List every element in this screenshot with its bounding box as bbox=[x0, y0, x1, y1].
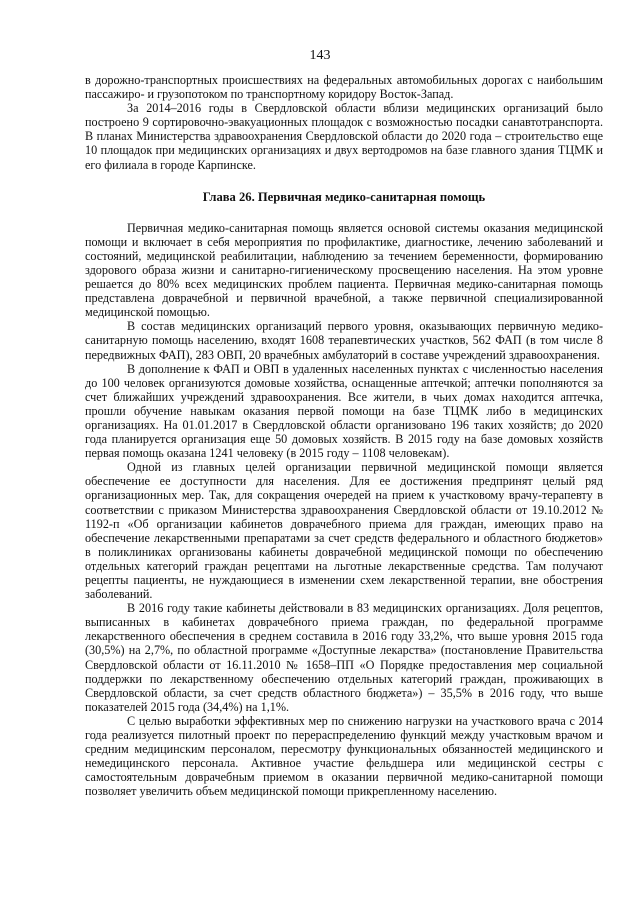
paragraph-accessibility-measures: Одной из главных целей организации первичной медицинской помощи является обеспечение ее доступности для населения. Для ее достижения предпринят целый ряд организационных мер. Так, для сокращения очередей на прием к участковому врачу-терапевту в соответствии с приказом Министерства здравоохранения Свердловской области от 19.10.2012 № 1192-п «Об организации кабинетов доврачебного приема для граждан, имеющих право на обеспечение лекарственными препаратами за счет средств федерального и областного бюджетов» в поликлиниках организованы кабинеты доврачебной медицинской помощи по обеспечению отдельных категорий граждан рецептами на льготные лекарственные средства. Там получают рецепты пациенты, не нуждающиеся в изменении схем лекарственной терапии, вне обострения заболеваний. bbox=[85, 460, 603, 602]
chapter-heading: Глава 26. Первичная медико-санитарная помощь bbox=[202, 189, 486, 204]
paragraph-primary-care-definition: Первичная медико-санитарная помощь является основой системы оказания медицинской помощи и включает в себя мероприятия по профилактике, диагностике, лечению заболеваний и состояний, медицинской реабилитации, наблюдению за течением беременности, формированию здорового образа жизни и санитарно-гигиеническому просвещению населения. На этом уровне решается до 80% всех медицинских проблем пациента. Первичная медико-санитарная помощь представлена доврачебной и первичной врачебной, а также первичной специализированной медицинской помощью. bbox=[85, 220, 603, 320]
paragraph-continued: в дорожно-транспортных происшествиях на федеральных автомобильных дорогах с наибольшим пассажиро- и грузопотоком по транспортному коридору Восток-Запад. bbox=[85, 73, 603, 102]
paragraph-evacuation-sites: За 2014–2016 годы в Свердловской области вблизи медицинских организаций было построено 9 сортировочно-эвакуационных площадок с возможностью посадки санавтотранспорта. В планах Министерства здравоохранения Свердловской области до 2020 года – строительство еще 10 площадок при медицинских организациях и двух вертодромов на базе главного здания ТЦМК и его филиала в городе Карпинске. bbox=[85, 101, 603, 172]
paragraph-pilot-project: С целью выработки эффективных мер по снижению нагрузки на участкового врача с 2014 года реализуется пилотный проект по перераспределению функций между участковым врачом и средним медицинским персоналом, пересмотру функциональных обязанностей медицинского и немедицинского персонала. Активное участие фельдшера или медицинской сестры с самостоятельным доврачебным приемом в оказании первичной медико-санитарной помощи позволяет увеличить объем медицинской помощи прикрепленному населению. bbox=[85, 713, 603, 799]
paragraph-prescription-statistics: В 2016 году такие кабинеты действовали в 83 медицинских организациях. Доля рецептов, выписанных в кабинетах доврачебного приема граждан, по федеральной программе лекарственного обеспечения в среднем составила в 2016 году 33,2%, что выше уровня 2015 года (30,5%) на 2,7%, по областной программе «Доступные лекарства» (постановление Правительства Свердловской области от 16.11.2010 № 1658–ПП «О Порядке предоставления мер социальной поддержки по лекарственному обеспечению отдельных категорий граждан, проживающих в Свердловской области, за счет средств областного бюджета») – 35,5% в 2016 году, что выше показателей 2015 года (34,4%) на 1,1%. bbox=[85, 601, 603, 714]
page-content bbox=[85, 73, 603, 799]
paragraph-first-level-organizations: В состав медицинских организаций первого уровня, оказывающих первичную медико-санитарную помощь населению, входят 1608 терапевтических участков, 562 ФАП (в том числе 8 передвижных ФАП), 283 ОВП, 20 врачебных амбулаторий в составе учреждений здравоохранения. bbox=[85, 319, 603, 362]
page-number: 143 bbox=[309, 48, 331, 63]
paragraph-household-first-aid: В дополнение к ФАП и ОВП в удаленных населенных пунктах с численностью населения до 100 человек организуются домовые хозяйства, оснащенные аптечкой; аптечки пополняются за счет ближайших учреждений здравоохранения. Все жители, в чьих домах находится аптечка, прошли обучение навыкам оказания первой помощи на базе ТЦМК либо в медицинских организациях. На 01.01.2017 в Свердловской области организовано 196 таких хозяйств; до 2020 года планируется организация еще 50 домовых хозяйств. В 2015 году на базе домовых хозяйств первая помощь оказана 1241 человеку (в 2015 году – 1108 человекам). bbox=[85, 361, 603, 461]
